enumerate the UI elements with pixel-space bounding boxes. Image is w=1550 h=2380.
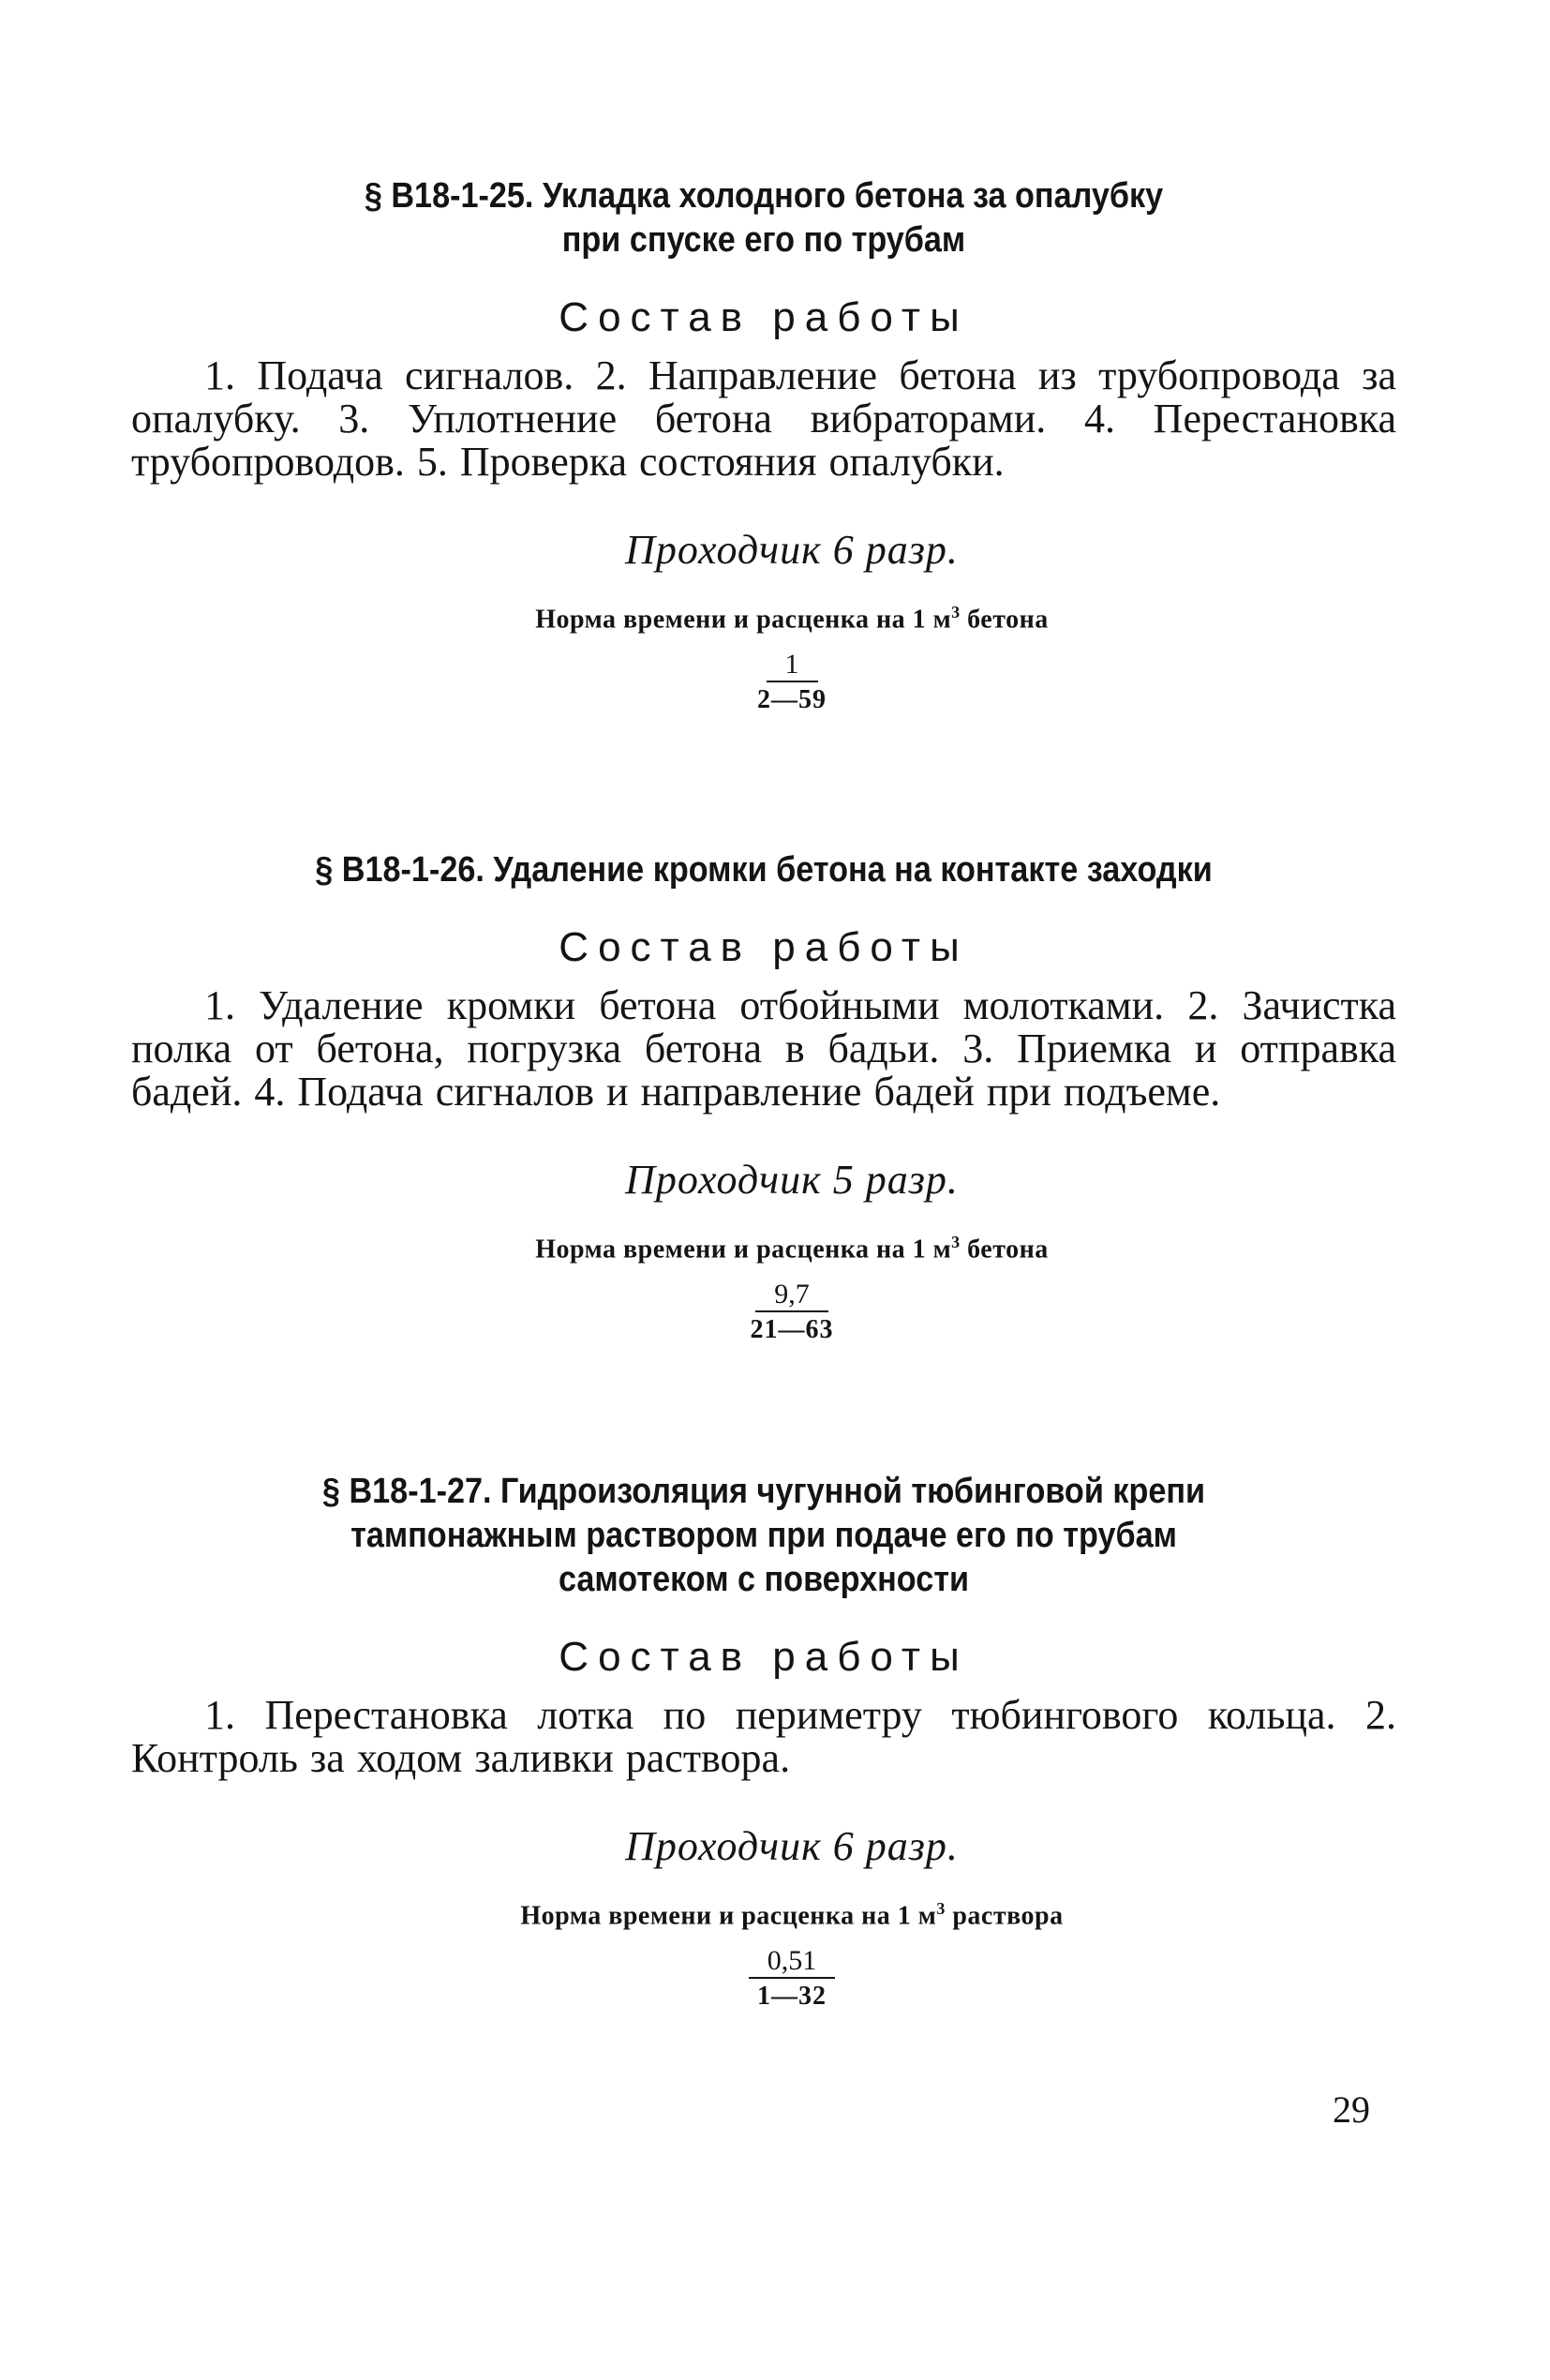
composition-text (131, 1694, 1396, 1780)
norm-fraction (187, 649, 1396, 718)
norm-time-value: 9,7 (755, 1279, 828, 1312)
worker-grade: Проходчик 6 разр. (625, 527, 959, 573)
section-heading (195, 848, 1334, 892)
page-number: 29 (1333, 2088, 1370, 2131)
norm-fraction (187, 1279, 1396, 1348)
composition-text (131, 984, 1396, 1114)
worker-grade: Проходчик 6 разр. (625, 1823, 959, 1869)
norm-label (187, 1226, 1396, 1265)
norm-label (187, 596, 1396, 636)
norm-rate-value: 1—32 (757, 1982, 827, 2012)
section-heading (195, 1470, 1334, 1602)
section-b18-1-25 (131, 174, 1396, 718)
norm-label-text: Норма времени и расценка на 1 м (535, 605, 952, 635)
heading-line: тампонажным раствором при подаче его по трубам (350, 1516, 1177, 1555)
composition-title: Состав работы (559, 294, 969, 340)
norm-fraction (187, 1945, 1396, 2014)
composition-title: Состав работы (559, 924, 969, 970)
norm-unit-exponent: 3 (951, 1233, 961, 1251)
norm-time-value: 1 (767, 649, 818, 682)
heading-line: самотеком с поверхности (558, 1560, 970, 1599)
composition-text-content: 1. Подача сигналов. 2. Направление бетона из трубопровода за опалубку. 3. Уплотнение бетона вибраторами. 4. Перестановка трубопроводов. 5. Проверка состояния опалубки. (131, 352, 1396, 485)
norm-label (187, 1893, 1396, 1932)
norm-label-text: Норма времени и расценка на 1 м (520, 1901, 937, 1931)
composition-title: Состав работы (559, 1634, 969, 1680)
norm-object: бетона (967, 1235, 1049, 1265)
norm-unit-exponent: 3 (951, 603, 961, 621)
heading-line: § В18-1-27. Гидроизоляция чугунной тюбинговой крепи (321, 1472, 1206, 1511)
norm-time-value: 0,51 (749, 1945, 836, 1979)
heading-line: § В18-1-26. Удаление кромки бетона на контакте заходки (315, 850, 1213, 890)
worker-grade: Проходчик 5 разр. (625, 1157, 959, 1203)
heading-line: § В18-1-25. Укладка холодного бетона за опалубку (364, 176, 1164, 216)
norm-rate-value: 2—59 (757, 685, 827, 715)
norm-object: бетона (967, 605, 1049, 635)
norm-object: раствора (952, 1901, 1064, 1931)
section-b18-1-26 (131, 848, 1396, 1348)
heading-line: при спуске его по трубам (561, 220, 966, 260)
section-b18-1-27 (131, 1470, 1396, 2014)
norm-unit-exponent: 3 (936, 1899, 946, 1918)
section-heading (195, 174, 1334, 262)
norm-label-text: Норма времени и расценка на 1 м (535, 1235, 952, 1265)
composition-text-content: 1. Перестановка лотка по периметру тюбингового кольца. 2. Контроль за ходом заливки раствора. (131, 1692, 1396, 1781)
norm-rate-value: 21—63 (750, 1315, 834, 1345)
composition-text (131, 354, 1396, 484)
composition-text-content: 1. Удаление кромки бетона отбойными молотками. 2. Зачистка полка от бетона, погрузка бетона в бадьи. 3. Приемка и отправка бадей. 4. Подача сигналов и направление бадей при подъеме. (131, 982, 1396, 1115)
